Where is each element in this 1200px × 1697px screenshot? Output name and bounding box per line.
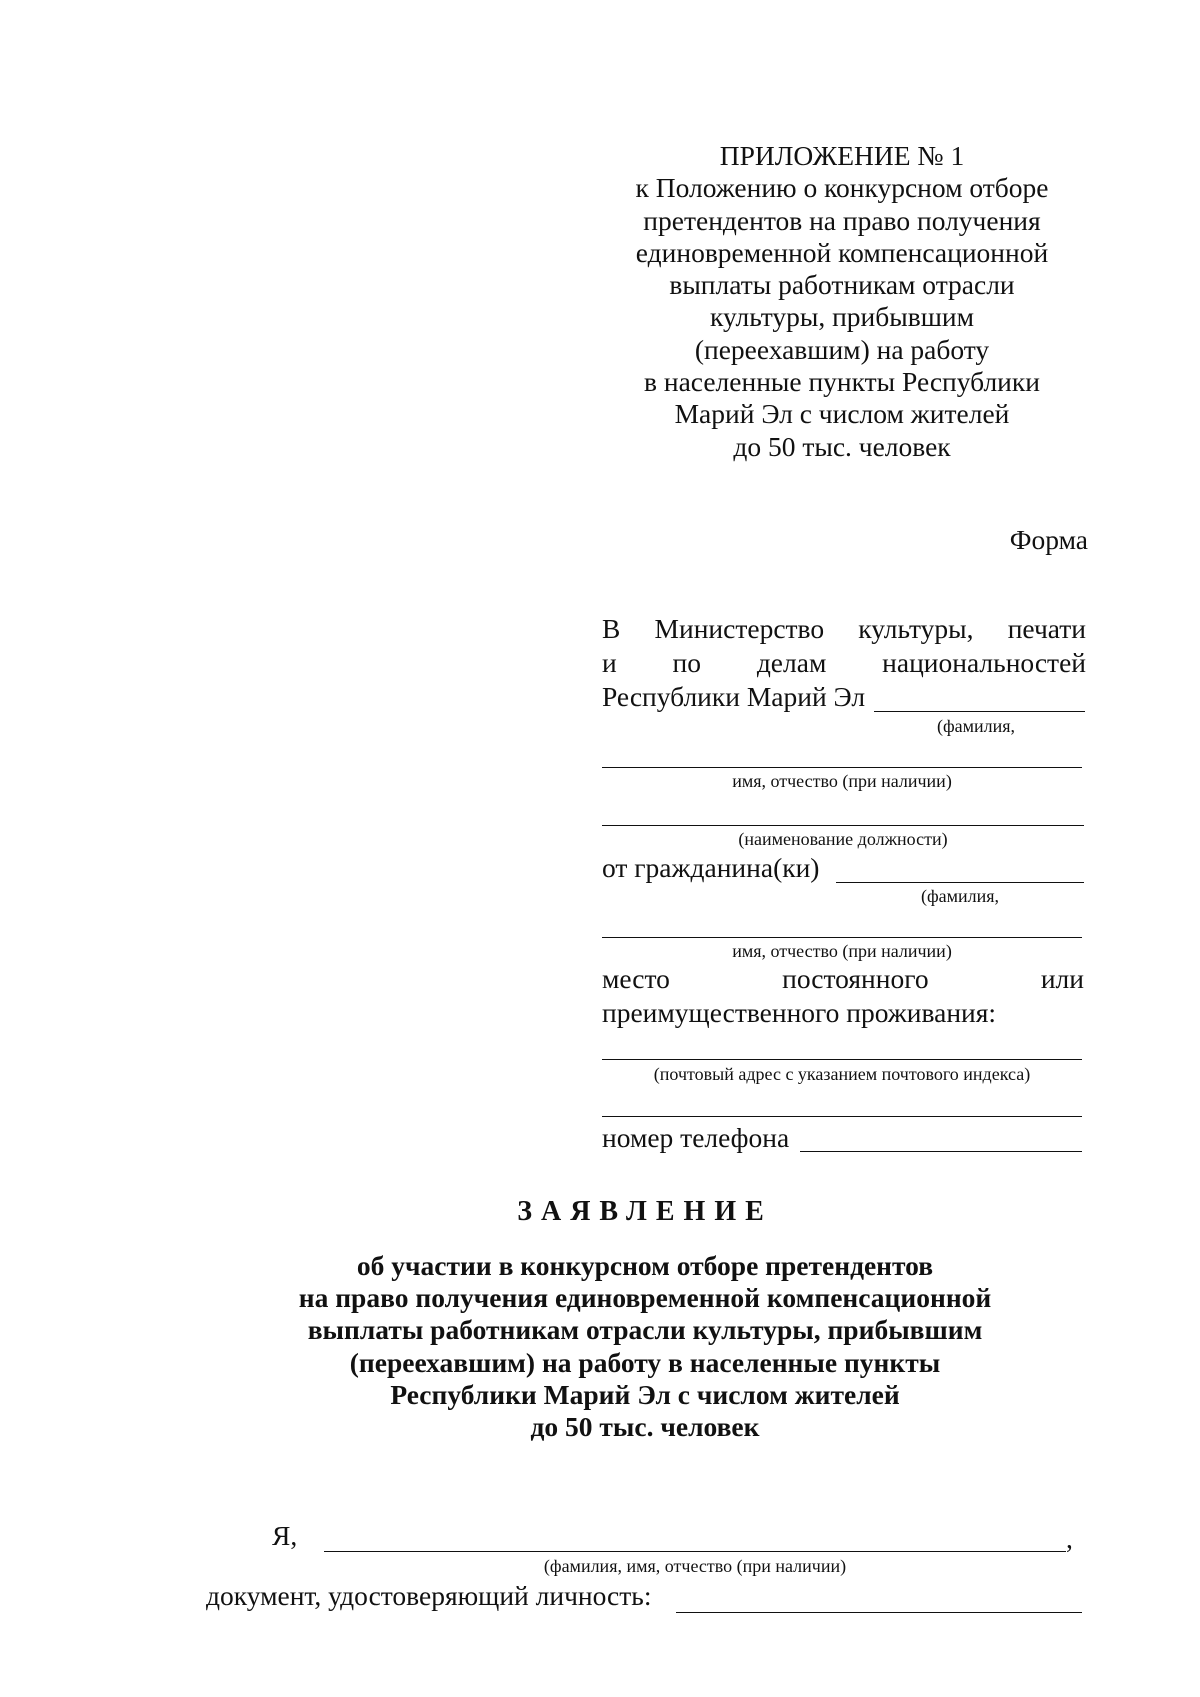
subtitle-line: выплаты работникам отрасли культуры, прибывшим <box>307 1314 983 1346</box>
caption-name: имя, отчество (при наличии) <box>732 941 952 961</box>
caption-surname: (фамилия, <box>920 886 1000 906</box>
addressee-line-1: В Министерство культуры, печати <box>602 613 1087 644</box>
caption-surname: (фамилия, <box>936 716 1016 736</box>
caption-name: имя, отчество (при наличии) <box>732 771 952 791</box>
id-document-field[interactable] <box>676 1612 1082 1613</box>
appendix-line: культуры, прибывшим <box>709 301 975 333</box>
addressee-line-3: Республики Марий Эл <box>602 681 866 712</box>
addressee-position-field[interactable] <box>602 825 1084 826</box>
address-field-2[interactable] <box>602 1116 1082 1117</box>
caption-address: (почтовый адрес с указанием почтового индекса) <box>653 1064 1031 1084</box>
phone-label: номер телефона <box>602 1122 790 1153</box>
comma: , <box>1066 1523 1073 1554</box>
id-document-label: документ, удостоверяющий личность: <box>206 1580 652 1611</box>
appendix-line: в населенные пункты Республики <box>644 366 1040 398</box>
applicant-surname-field[interactable] <box>836 882 1084 883</box>
appendix-line: ПРИЛОЖЕНИЕ № 1 <box>719 140 965 171</box>
statement-title: ЗАЯВЛЕНИЕ <box>517 1196 773 1227</box>
appendix-line: к Положению о конкурсном отборе <box>635 172 1049 204</box>
appendix-line: выплаты работникам отрасли <box>669 269 1015 301</box>
appendix-line: до 50 тыс. человек <box>733 430 951 462</box>
addressee-name-field[interactable] <box>602 767 1082 768</box>
statement-subtitle <box>250 1250 1040 1443</box>
subtitle-line: до 50 тыс. человек <box>530 1411 760 1443</box>
fio-field[interactable] <box>324 1551 1066 1552</box>
applicant-name-field[interactable] <box>602 937 1082 938</box>
address-field[interactable] <box>602 1059 1082 1060</box>
caption-fio: (фамилия, имя, отчество (при наличии) <box>543 1556 847 1576</box>
appendix-line: Марий Эл с числом жителей <box>674 398 1010 430</box>
appendix-line: претендентов на право получения <box>643 204 1041 236</box>
subtitle-line: Республики Марий Эл с числом жителей <box>390 1378 900 1410</box>
residence-line-1: место постоянного или <box>602 963 1084 994</box>
caption-position: (наименование должности) <box>738 829 948 849</box>
subtitle-line: на право получения единовременной компенсационной <box>298 1282 992 1314</box>
appendix-line: (переехавшим) на работу <box>694 333 990 365</box>
phone-field[interactable] <box>800 1151 1082 1152</box>
addressee-line-2: и по делам национальностей <box>602 647 1086 678</box>
appendix-line: единовременной компенсационной <box>635 236 1049 268</box>
appendix-header <box>600 140 1084 463</box>
from-citizen-label: от гражданина(ки) <box>602 852 820 883</box>
i-label: Я, <box>272 1520 298 1551</box>
subtitle-line: (переехавшим) на работу в населенные пункты <box>349 1346 941 1378</box>
form-label: Форма <box>1009 524 1088 555</box>
subtitle-line: об участии в конкурсном отборе претендентов <box>356 1250 934 1281</box>
addressee-surname-field[interactable] <box>874 711 1085 712</box>
residence-line-2: преимущественного проживания: <box>602 997 997 1028</box>
